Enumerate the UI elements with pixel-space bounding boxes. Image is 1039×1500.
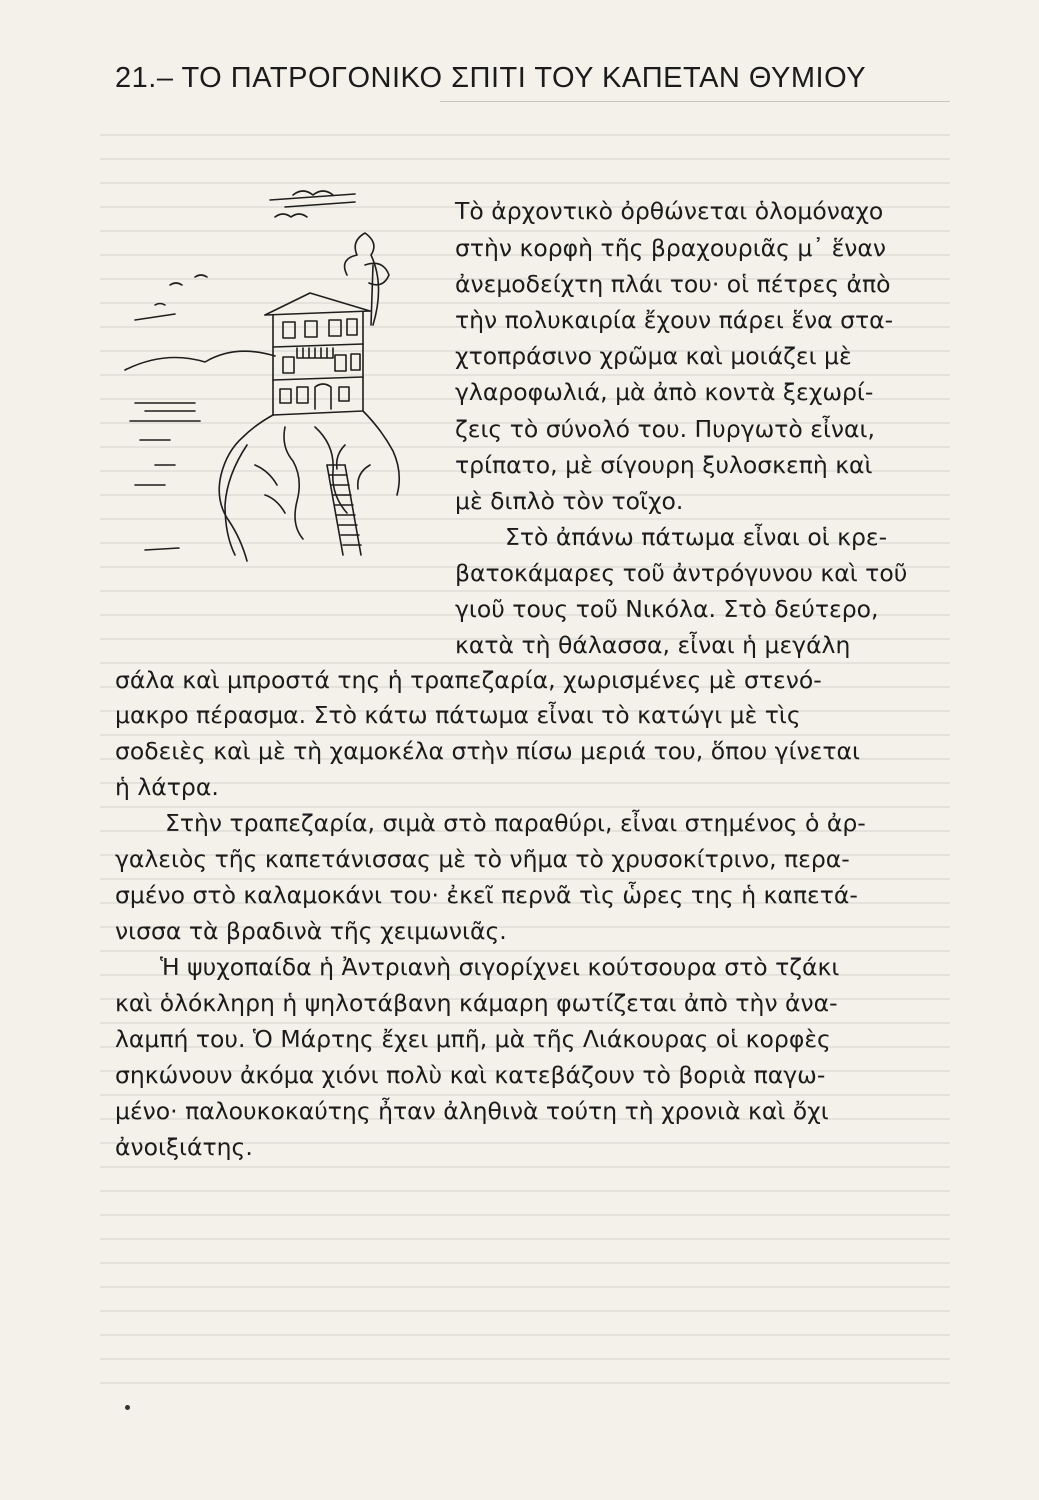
text-line: νισσα τὰ βραδινὰ τῆς χειμωνιᾶς. — [115, 917, 507, 945]
text-line: σοδειὲς καὶ μὲ τὴ χαμοκέλα στὴν πίσω μεριά του, ὅπου γίνεται — [115, 737, 860, 765]
text-line: μένο· παλουκοκαύτης ἦταν ἀληθινὰ τούτη τὴ χρονιὰ καὶ ὄχι — [115, 1097, 829, 1125]
text-line: γαλειὸς τῆς καπετάνισσας μὲ τὸ νῆμα τὸ χρυσοκίτρινο, περα- — [115, 845, 850, 873]
text-line: Στὸ ἀπάνω πάτωμα εἶναι οἱ κρε- — [505, 523, 888, 551]
text-line: γιοῦ τους τοῦ Νικόλα. Στὸ δεύτερο, — [455, 595, 879, 623]
text-line: Στὴν τραπεζαρία, σιμὰ στὸ παραθύρι, εἶναι στημένος ὁ ἀρ- — [165, 809, 866, 837]
title-underline — [440, 101, 950, 102]
page-speck — [125, 1405, 130, 1410]
text-line: κατὰ τὴ θάλασσα, εἶναι ἡ μεγάλη — [455, 631, 851, 659]
tower-house-illustration — [115, 165, 415, 585]
text-line: ζεις τὸ σύνολό του. Πυργωτὸ εἶναι, — [455, 415, 875, 443]
text-line: σηκώνουν ἀκόμα χιόνι πολὺ καὶ κατεβάζουν τὸ βοριὰ παγω- — [115, 1061, 826, 1089]
text-line: χτοπράσινο χρῶμα καὶ μοιάζει μὲ — [455, 342, 852, 370]
text-line: ἡ λάτρα. — [115, 773, 219, 801]
text-line: Ἡ ψυχοπαίδα ἡ Ἀντριανὴ σιγορίχνει κούτσουρα στὸ τζάκι — [160, 953, 840, 981]
text-line: σμένο στὸ καλαμοκάνι του· ἐκεῖ περνᾶ τὶς ὧρες της ἡ καπετά- — [115, 881, 858, 909]
text-line: τὴν πολυκαιρία ἔχουν πάρει ἕνα στα- — [455, 306, 894, 334]
text-line: ἀνοιξιάτης. — [115, 1133, 253, 1161]
text-line: μακρο πέρασμα. Στὸ κάτω πάτωμα εἶναι τὸ κατώγι μὲ τὶς — [115, 701, 801, 729]
chapter-title: 21.– ΤΟ ΠΑΤΡΟΓΟΝΙΚΟ ΣΠΙΤΙ ΤΟΥ ΚΑΠΕΤΑΝ ΘΥΜΙΟΥ — [115, 62, 867, 94]
text-line: βατοκάμαρες τοῦ ἀντρόγυνου καὶ τοῦ — [455, 559, 908, 587]
text-line: ἀνεμοδείχτη πλάι του· οἱ πέτρες ἀπὸ — [455, 270, 891, 298]
text-line: γλαροφωλιά, μὰ ἀπὸ κοντὰ ξεχωρί- — [455, 378, 874, 406]
text-line: καὶ ὁλόκληρη ἡ ψηλοτάβανη κάμαρη φωτίζεται ἀπὸ τὴν ἀνα- — [115, 989, 838, 1017]
text-line: Τὸ ἀρχοντικὸ ὀρθώνεται ὁλομόναχο — [455, 197, 884, 225]
text-line: μὲ διπλὸ τὸν τοῖχο. — [455, 487, 684, 515]
text-line: σάλα καὶ μπροστά της ἡ τραπεζαρία, χωρισμένες μὲ στενό- — [115, 666, 822, 694]
text-line: λαμπή του. Ὁ Μάρτης ἔχει μπῆ, μὰ τῆς Λιάκουρας οἱ κορφὲς — [115, 1025, 831, 1053]
text-line: τρίπατο, μὲ σίγουρη ξυλοσκεπὴ καὶ — [455, 451, 873, 479]
text-line: στὴν κορφὴ τῆς βραχουριᾶς μ᾿ ἕναν — [455, 234, 887, 262]
